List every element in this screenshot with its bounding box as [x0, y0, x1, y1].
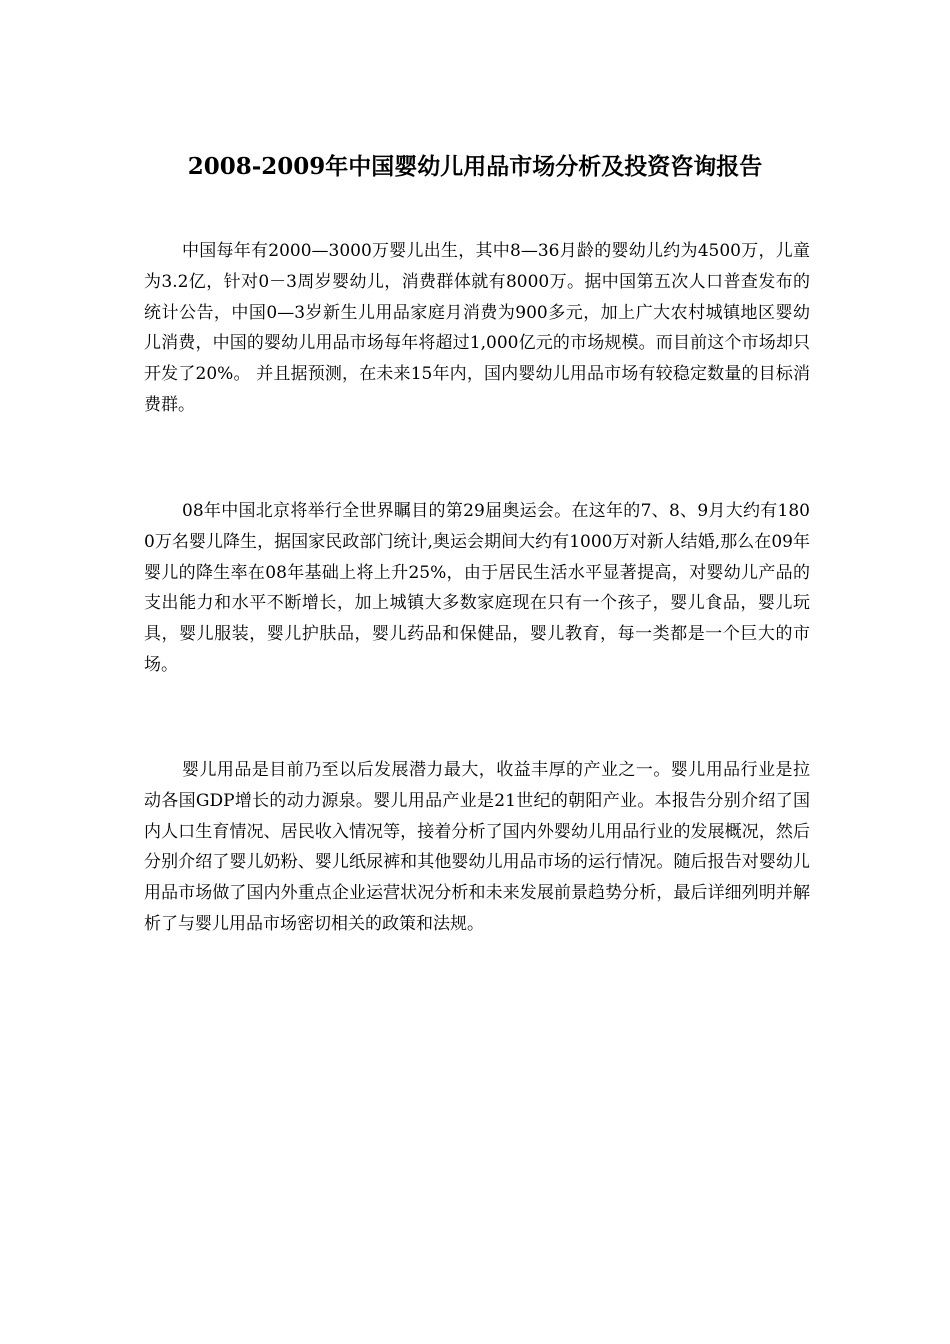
paragraph-birth-statistics: 中国每年有2000—3000万婴儿出生，其中8—36月龄的婴幼儿约为4500万，儿童为3.2亿，针对0－3周岁婴幼儿，消费群体就有8000万。据中国第五次人口普查发布的统计公告，中国0—3岁新生儿用品家庭月消费为900多元，加上广大农村城镇地区婴幼儿消费，中国的婴幼儿用品市场每年将超过1,000亿元的市场规模。而目前这个市场却只开发了20%。 并且据预测，在未来15年内，国内婴幼儿用品市场有较稳定数量的目标消费群。: [144, 241, 810, 415]
document-title: 2008-2009年中国婴幼儿用品市场分析及投资咨询报告: [187, 153, 763, 181]
paragraph-olympic-baby-boom: 08年中国北京将举行全世界瞩目的第29届奥运会。在这年的7、8、9月大约有1800万名婴儿降生，据国家民政部门统计,奥运会期间大约有1000万对新人结婚,那么在09年婴儿的降生率在08年基础上将上升25%，由于居民生活水平显著提高，对婴幼儿产品的支出能力和水平不断增长，加上城镇大多数家庭现在只有一个孩子，婴儿食品，婴儿玩具，婴儿服装，婴儿护肤品，婴儿药品和保健品，婴儿教育，每一类都是一个巨大的市场。: [144, 501, 810, 675]
paragraph-report-overview: 婴儿用品是目前乃至以后发展潜力最大，收益丰厚的产业之一。婴儿用品行业是拉动各国GDP增长的动力源泉。婴儿用品产业是21世纪的朝阳产业。本报告分别介绍了国内人口生育情况、居民收入情况等，接着分析了国内外婴幼儿用品行业的发展概况，然后分别介绍了婴儿奶粉、婴儿纸尿裤和其他婴幼儿用品市场的运行情况。随后报告对婴幼儿用品市场做了国内外重点企业运营状况分析和未来发展前景趋势分析，最后详细列明并解析了与婴儿用品市场密切相关的政策和法规。: [144, 760, 810, 934]
